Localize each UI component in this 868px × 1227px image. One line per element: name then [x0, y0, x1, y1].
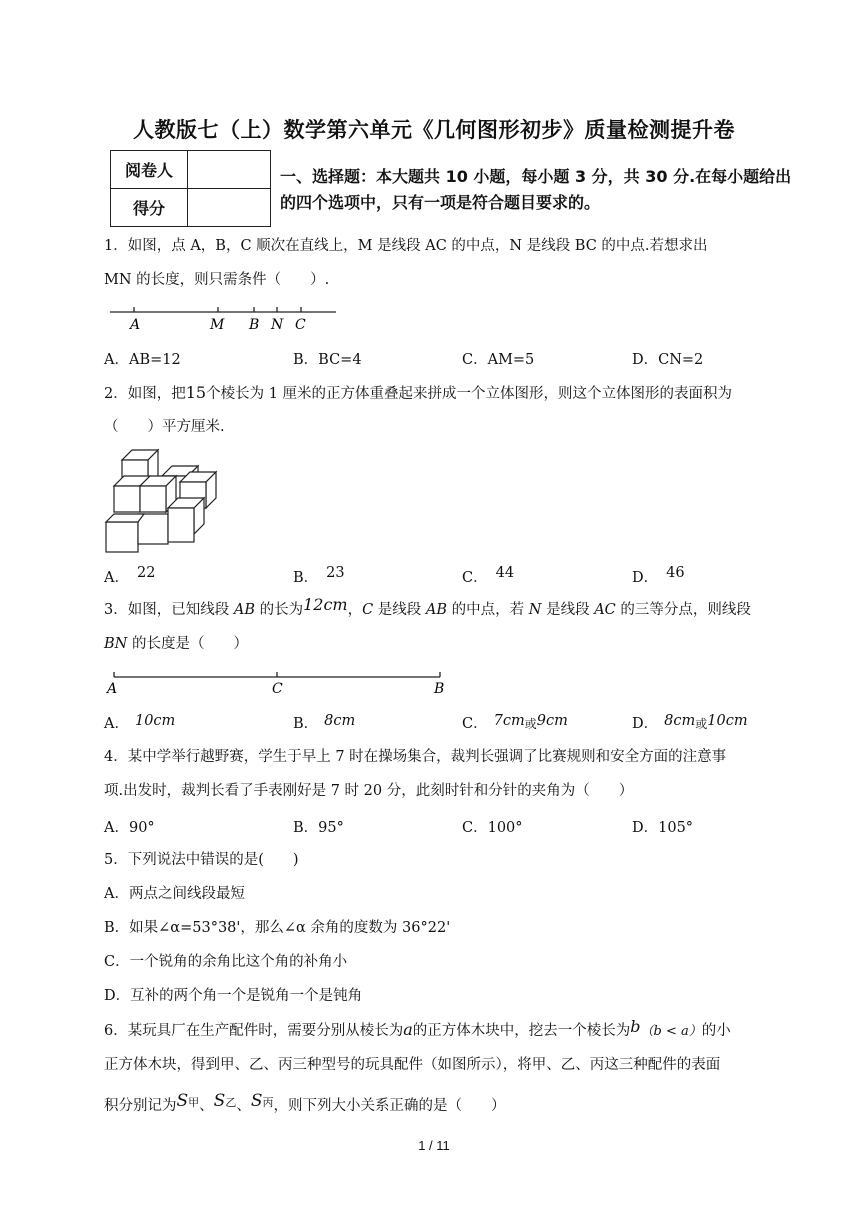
q2-option-c-value: 44 [495, 565, 515, 581]
q3-option-c-value2: 9cm [536, 713, 568, 729]
q6-sub-yi: 乙 [225, 1096, 237, 1109]
q4-stem-line2: 项.出发时，裁判长看了手表刚好是 7 时 20 分，此刻时针和分针的夹角为（ ） [104, 783, 634, 799]
q6-text: 的小 [701, 1023, 731, 1039]
q2-option-d-value: 46 [666, 565, 685, 581]
cube-front-face [140, 486, 166, 512]
page-number: 1 / 11 [418, 1138, 450, 1153]
q3-option-a-letter: A． [104, 716, 129, 732]
q3-var-n: N [528, 602, 542, 618]
q1-option-b[interactable]: B．BC=4 [293, 352, 362, 368]
q3-text: 3．如图，已知线段 [104, 602, 234, 618]
q5-stem: 5．下列说法中错误的是( ) [104, 852, 299, 868]
q6-sep: 、 [199, 1098, 214, 1114]
q4-option-d[interactable]: D．105° [632, 820, 694, 836]
q6-var-s: S [250, 1091, 263, 1111]
q6-text: ，则下列大小关系正确的是（ ） [273, 1098, 506, 1114]
q2-option-d[interactable] [632, 566, 685, 587]
q3-var-ab: AB [233, 602, 255, 618]
score-label: 得分 [111, 189, 188, 227]
cube-front-face [114, 486, 140, 512]
q3-option-d-letter: D． [632, 716, 659, 732]
reviewer-blank [188, 151, 271, 189]
q2-option-c-letter: C． [462, 570, 488, 586]
q2-stem-post: 个棱长为 1 厘米的正方体重叠起来拼成一个立体图形，则这个立体图形的表面积为 [206, 386, 733, 402]
q3-text: ， [347, 602, 363, 618]
q1-option-a[interactable]: A．AB=12 [104, 352, 181, 368]
q2-count: 15 [185, 383, 207, 402]
q3-option-d-or: 或 [695, 717, 708, 731]
q3-text: 的长度是（ ） [127, 636, 248, 652]
q5-option-b[interactable]: B．如果∠α=53°38'，那么∠α 余角的度数为 36°22' [104, 920, 451, 936]
q6-stem-line3 [104, 1091, 506, 1117]
q6-stem-line2: 正方体木块，得到甲、乙、丙三种型号的玩具配件（如图所示），将甲、乙、丙这三种配件的表面 [104, 1057, 721, 1073]
q6-var-s: S [176, 1091, 189, 1111]
cube-front-face [138, 514, 168, 544]
q2-option-a-letter: A． [104, 570, 129, 586]
q3-option-d-value2: 10cm [707, 713, 748, 729]
q6-condition: （b < a） [640, 1024, 702, 1039]
score-table [110, 150, 271, 227]
q1-label-c: C [295, 317, 306, 333]
reviewer-label: 阅卷人 [111, 151, 188, 189]
q5-option-a[interactable]: A．两点之间线段最短 [104, 886, 245, 902]
q6-sub-bing: 丙 [262, 1096, 274, 1109]
q1-stem-line1: 1．如图，点 A，B，C 顺次在直线上，M 是线段 AC 的中点，N 是线段 BC 的中点.若想求出 [104, 238, 708, 254]
q1-option-d[interactable]: D．CN=2 [632, 352, 704, 368]
q2-option-b-value: 23 [326, 565, 345, 581]
q3-text: 的中点，若 [447, 602, 529, 618]
cube-front-face [168, 508, 194, 542]
q6-var-b: b [630, 1017, 641, 1036]
q2-cube-figure [104, 444, 222, 556]
q1-stem-line2: MN 的长度，则只需条件（ ）. [104, 272, 330, 288]
q3-var-c: C [362, 602, 374, 618]
cube-front-face [106, 522, 138, 552]
q6-stem-line1 [104, 1017, 731, 1042]
q3-text: 的三等分点，则线段 [615, 602, 751, 618]
q1-label-n: N [271, 317, 284, 333]
q3-option-a[interactable] [104, 712, 175, 733]
q1-label-a: A [130, 317, 141, 333]
q3-option-b-letter: B． [293, 716, 319, 732]
q4-option-a[interactable]: A．90° [104, 820, 155, 836]
q3-option-c-value1: 7cm [493, 713, 525, 729]
q3-option-b-value: 8cm [324, 713, 356, 729]
q2-option-c[interactable] [462, 566, 514, 587]
q3-stem-line2 [104, 634, 248, 654]
q2-option-a-value: 22 [136, 565, 156, 581]
q4-option-b[interactable]: B．95° [293, 820, 344, 836]
q3-stem-line1 [104, 595, 751, 620]
q3-option-c[interactable] [462, 712, 568, 733]
q2-stem-line2: （ ）平方厘米. [104, 419, 225, 435]
q3-option-c-letter: C． [462, 716, 488, 732]
q1-option-c[interactable]: C．AM=5 [462, 352, 535, 368]
q3-label-c: C [272, 681, 283, 696]
q5-option-d[interactable]: D．互补的两个角一个是锐角一个是钝角 [104, 988, 363, 1004]
q4-option-c[interactable]: C．100° [462, 820, 523, 836]
q2-stem-line1 [104, 383, 732, 404]
q3-option-b[interactable] [293, 712, 355, 733]
q6-var-a: a [403, 1020, 413, 1039]
q3-segment-figure [104, 668, 454, 696]
q3-label-a: A [107, 681, 118, 696]
q1-line-figure [104, 302, 344, 334]
page-title: 人教版七（上）数学第六单元《几何图形初步》质量检测提升卷 [133, 118, 735, 142]
q3-option-d[interactable] [632, 712, 748, 733]
q3-var-ac: AC [594, 602, 616, 618]
q6-sep: 、 [236, 1098, 251, 1114]
q6-sub-jia: 甲 [188, 1096, 200, 1109]
q4-stem-line1: 4．某中学举行越野赛，学生于早上 7 时在操场集合，裁判长强调了比赛规则和安全方面的注意事 [104, 749, 727, 765]
q6-text: 积分别记为 [104, 1098, 177, 1114]
q5-option-c[interactable]: C．一个锐角的余角比这个角的补角小 [104, 954, 348, 970]
q2-stem-pre: 2．如图，把 [104, 386, 186, 402]
q3-var-bn: BN [104, 636, 128, 652]
q3-option-d-value1: 8cm [664, 713, 696, 729]
q3-text: 是线段 [373, 602, 426, 618]
q1-label-m: M [210, 317, 225, 333]
section-heading: 一、选择题：本大题共 10 小题，每小题 3 分，共 30 分.在每小题给出的四个选项中，只有一项是符合题目要求的。 [280, 167, 792, 212]
q6-var-s: S [213, 1091, 226, 1111]
score-blank [188, 189, 271, 227]
q3-label-b: B [434, 681, 445, 696]
q3-length: 12cm [303, 595, 348, 614]
q6-text: 的正方体木块中，挖去一个棱长为 [412, 1023, 631, 1039]
q3-option-a-value: 10cm [134, 713, 176, 729]
q2-cubes [106, 450, 216, 552]
q2-option-b-letter: B． [293, 570, 319, 586]
q2-option-a[interactable] [104, 566, 155, 587]
q3-option-c-or: 或 [524, 717, 537, 731]
cube-top-face [106, 514, 144, 522]
q3-var-ab: AB [425, 602, 448, 618]
q3-text: 是线段 [541, 602, 595, 618]
q1-label-b: B [249, 317, 260, 333]
q6-text: 6．某玩具厂在生产配件时，需要分别从棱长为 [104, 1023, 404, 1039]
q2-option-d-letter: D． [632, 570, 659, 586]
q2-option-b[interactable] [293, 566, 345, 587]
q3-text: 的长为 [254, 602, 304, 618]
